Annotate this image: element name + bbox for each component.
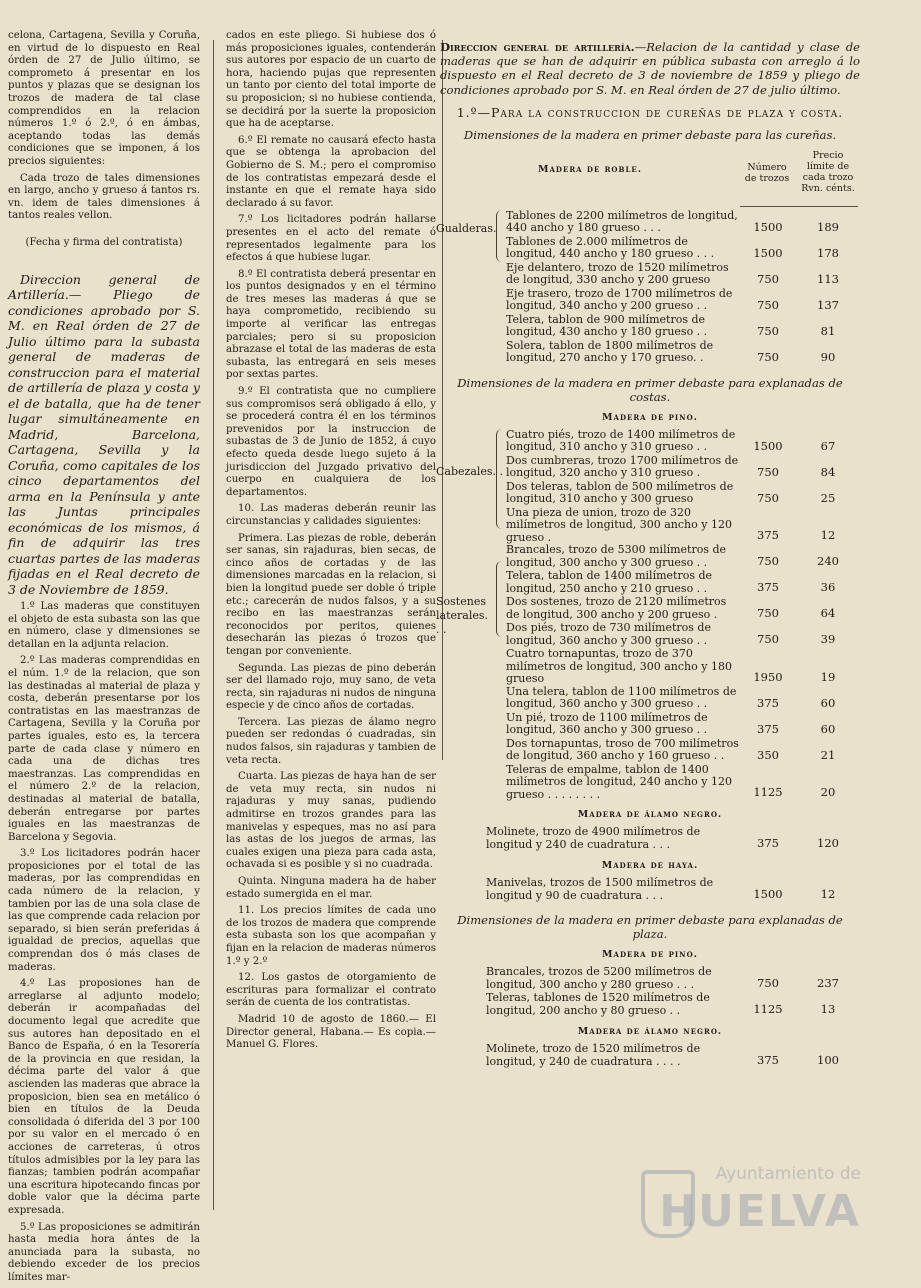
- row-description: Telera, tablon de 1400 milímetros de longitud, 250 ancho y 210 grueso . .: [506, 569, 713, 595]
- table-row: [440, 236, 860, 262]
- table-row: [440, 826, 860, 852]
- group-label: Cabezales. .: [436, 464, 504, 478]
- row-description: Dos tornapuntas, troso de 700 milímetros de longitud, 360 ancho y 160 grueso . .: [506, 736, 739, 763]
- table-row: [440, 622, 860, 648]
- row-number: 1125: [753, 785, 783, 800]
- row-price: 21: [820, 747, 836, 762]
- row-price: 84: [820, 464, 836, 479]
- paragraph: Primera. Las piezas de roble, deberán ser sanas, sin rajaduras, bien secas, de cinco años de cortadas y de las dimensiones marcadas en la relacion, si bien la longitud puede ser doble ó triple etc.; carecerán de nudos falsos, y a su recibo en las maestranzas serán reconocidos por peritos, quienes desecharán las piezas ó trozos que tengan por conveniente.: [226, 532, 436, 657]
- table-row: [440, 764, 860, 802]
- row-number: 375: [757, 528, 779, 543]
- paragraph: 7.º Los licitadores podrán hallarse presentes en el acto del remate ó representados legalmente para los efectos á que hubiese lugar.: [226, 214, 436, 264]
- row-number: 350: [757, 747, 779, 762]
- row-description: Molinete, trozo de 4900 milímetros de longitud y 240 de cuadratura . . .: [486, 825, 701, 851]
- relation-title-rest: —Relacion de la cantidad y clase de maderas que se han de adquirir en pública subasta con arreglo á lo dispuesto en el Real decreto de 3 de noviembre de 1859 y pliego de condiciones aprobado por S. M. en Real órden de 27 de julio último.: [440, 40, 861, 97]
- table-row: [440, 340, 860, 366]
- paragraph: 3.º Los licitadores podrán hacer proposiciones por el total de las maderas, por las comprendidas en cada número de la relacion, y tambien por las de una sola clase de las que comprende cada relacion por separado, si bien serán preferidas á igualdad de precios, aquellas que comprendan dos ó más clases de maderas.: [8, 848, 200, 973]
- row-price: 39: [820, 632, 836, 647]
- paragraph: 10. Las maderas deberán reunir las circunstancias y calidades siguientes:: [226, 503, 436, 527]
- row-description: Manivelas, trozos de 1500 milímetros de longitud y 90 de cuadratura . . .: [486, 876, 714, 902]
- paragraph: Cuarta. Las piezas de haya han de ser de veta muy recta, sin nudos ni rajaduras y muy sanas, pudiendo admitirse en trozos grandes para las manivelas y espeques, mas no así para las astas de los juegos de armas, las cuales exigen una pieza para cada asta, ochavada si es posible y si no cuadrada.: [226, 771, 436, 871]
- table-row: [440, 455, 860, 481]
- row-price: 90: [820, 349, 836, 364]
- conditions-heading: Direccion general de Artillería.— Pliego de condiciones aprobado por S. M. en Real órden de 27 de Julio último para la subasta general de maderas de construccion para el material de artillería de plaza y costa y el de batalla, que ha de tener lugar simultáneamente en Madrid, Barcelona, Cartagena, Sevilla y la Coruña, como capitales de los cinco departamentos del arma en la Península y ante las Juntas principales económicas de los mismos, á fin de adquirir las tres cuartas partes de las maderas fijadas en el Real decreto de 3 de Noviembre de 1859.: [8, 271, 200, 597]
- row-description: Molinete, trozo de 1520 milímetros de longitud, y 240 de cuadratura . . . .: [486, 1042, 701, 1068]
- middle-column: [226, 30, 436, 1056]
- table-row: [440, 992, 860, 1018]
- paragraph: 8.º El contratista deberá presentar en los puntos designados y en el término de tres meses las maderas á que se haya comprometido, recibiendo su importe al verificar las entregas parciales; pero si su proposicion abrazase el total de las maderas de esta subasta, las entregará en seis meses por sextas partes.: [226, 268, 436, 381]
- table-row: [440, 1043, 860, 1069]
- paragraph: 1.º Las maderas que constituyen el objeto de esta subasta son las que en número, clase y dimensiones se detallan en la adjunta relacion.: [8, 601, 200, 650]
- table-row: [440, 210, 860, 236]
- wood-type-heading: Madera de roble.: [537, 163, 643, 175]
- header-rule: [740, 206, 858, 207]
- table-header: [440, 150, 860, 210]
- row-number: 750: [757, 490, 779, 505]
- watermark-line: HUELVA: [659, 1186, 861, 1237]
- row-description: Dos teleras, tablon de 500 milímetros de longitud, 310 ancho y 300 grueso: [506, 479, 734, 506]
- row-price: 67: [820, 438, 836, 453]
- table-row: [440, 712, 860, 738]
- paragraph: 12. Los gastos de otorgamiento de escrituras para formalizar el contrato serán de cuenta de los contratistas.: [226, 972, 436, 1009]
- table-row: [440, 314, 860, 340]
- table-row: [440, 877, 860, 903]
- table-row: [440, 570, 860, 596]
- paragraph: Quinta. Ninguna madera ha de haber estado sumergida en el mar.: [226, 876, 436, 900]
- row-price: 100: [817, 1053, 839, 1068]
- row-description: Dos sostenes, trozo de 2120 milímetros de longitud, 300 ancho y 200 grueso .: [506, 595, 727, 621]
- left-column: [8, 30, 200, 1288]
- wood-type-heading: Madera de álamo negro.: [577, 809, 723, 821]
- row-price: 237: [817, 976, 839, 991]
- table-row: [440, 648, 860, 686]
- row-description: Eje trasero, trozo de 1700 milímetros de longitud, 340 ancho y 200 grueso . .: [506, 286, 733, 313]
- row-number: 750: [757, 323, 779, 338]
- row-number: 1125: [753, 1002, 783, 1017]
- paragraph: Segunda. Las piezas de pino deberán ser del llamado rojo, muy sano, de veta recta, sin rajaduras ni nudos de ninguna especie y de cinco años de cortadas.: [226, 662, 436, 712]
- wood-type-heading: Madera de álamo negro.: [577, 1026, 723, 1038]
- column-header-price: Precio límite de cada trozo Rvn. cénts.: [801, 149, 855, 194]
- row-description: Un pié, trozo de 1100 milímetros de longitud, 360 ancho y 300 grueso . .: [506, 710, 708, 737]
- row-price: 60: [820, 695, 836, 710]
- intro-paragraph: Cada trozo de tales dimensiones en largo, ancho y grueso á tantos rs. vn. idem de tales dimensiones á tantos reales vellon.: [8, 172, 200, 222]
- archive-watermark: [641, 1164, 861, 1244]
- row-price: 60: [820, 721, 836, 736]
- paragraph: 5.º Las proposiciones se admitirán hasta media hora ántes de la anunciada para la subasta, no debiendo exceder de los precios límites mar-: [8, 1221, 200, 1283]
- row-price: 64: [820, 606, 836, 621]
- row-price: 13: [820, 1002, 836, 1017]
- paragraph: 4.º Las proposiones han de arreglarse al adjunto modelo; deberán ir acompañadas del documento legal que acredite que sus autores han depositado en el Banco de España, ó en la Tesorería de la provincia en que residan, la décima parte del valor á que ascienden las maderas que abrace la proposicion, bien sea en metálico ó bien en títulos de la Deuda consolidada ó diferida del 3 por 100 por su valor en el mercado ó en acciones de carreteras, ú otros títulos admisibles por la ley para las fianzas; tambien podrán acompañar una escritura hipotecando fincas por doble valor que la décima parte expresada.: [8, 978, 200, 1216]
- table-row: [440, 262, 860, 288]
- row-price: 12: [820, 887, 836, 902]
- row-description: Brancales, trozo de 5300 milímetros de longitud, 300 ancho y 300 grueso . .: [506, 543, 727, 569]
- group-label: Gualderas.: [436, 221, 497, 235]
- table-row: [440, 481, 860, 507]
- right-column: [436, 40, 861, 1069]
- row-number: 1950: [753, 669, 783, 684]
- row-price: 19: [820, 669, 836, 684]
- table-group: [436, 427, 860, 802]
- row-description: Brancales, trozos de 5200 milímetros de longitud, 300 ancho y 280 grueso . . .: [486, 965, 712, 991]
- group-label: Sostenes laterales. . .: [436, 594, 488, 636]
- wood-type-heading: Madera de pino.: [602, 411, 698, 423]
- row-description: Teleras de empalme, tablon de 1400 milímetros de longitud, 240 ancho y 120 grueso . . . . . . . .: [506, 762, 732, 801]
- wood-type-heading: Madera de haya.: [601, 860, 699, 872]
- row-price: 20: [820, 785, 836, 800]
- table-row: [440, 686, 860, 712]
- paragraph: 6.º El remate no causará efecto hasta que se obtenga la aprobacion del Gobierno de S. M.; pero el compromiso de los contratistas empezará desde el instante en que el remate haya sido declarado á su favor.: [226, 134, 436, 209]
- row-number: 750: [757, 632, 779, 647]
- row-number: 375: [757, 721, 779, 736]
- row-description: Cuatro piés, trozo de 1400 milímetros de longitud, 310 ancho y 310 grueso . .: [506, 427, 736, 454]
- row-description: Tablones de 2.000 milímetros de longitud, 440 ancho y 180 grueso . . .: [506, 234, 715, 261]
- relation-title: [440, 40, 860, 97]
- intro-paragraph: celona, Cartagena, Sevilla y Coruña, en virtud de lo dispuesto en Real órden de 27 de Julio último, se comprometo á presentar en los puntos y plazas que se designan los trozos de madera de tal clase comprendidos en la relacion números 1.º ó 2.º, ó en ámbas, aceptando todas las demás condiciones que se imponen, á los precios siguientes:: [8, 30, 200, 167]
- row-price: 81: [820, 323, 836, 338]
- row-price: 113: [817, 271, 839, 286]
- paragraph: 11. Los precios límites de cada uno de los trozos de madera que comprende esta subasta son los que acompañan y fijan en la relacion de maderas números 1.º y 2.º: [226, 905, 436, 967]
- row-price: 178: [817, 245, 839, 260]
- row-number: 750: [757, 271, 779, 286]
- table-row: [440, 544, 860, 570]
- table-row: [440, 738, 860, 764]
- subsection-heading: Dimensiones de la madera en primer debaste para explanadas de costas.: [457, 375, 843, 404]
- subsection-heading: Dimensiones de la madera en primer debaste para las cureñas.: [463, 127, 837, 142]
- row-description: Teleras, tablones de 1520 milímetros de longitud, 200 ancho y 80 grueso . .: [486, 991, 710, 1017]
- table-row: [440, 288, 860, 314]
- wood-type-heading: Madera de pino.: [602, 949, 698, 961]
- row-number: 750: [757, 297, 779, 312]
- paragraph: 9.º El contratista que no cumpliere sus compromisos será obligado á ello, y se procederá contra él en los términos prevenidos por la instruccion de subastas de 3 de Junio de 1852, á cuyo efecto queda desde luego sujeto á la jurisdiccion del Juzgado privativo del cuerpo en cualquiera de los departamentos.: [226, 386, 436, 498]
- row-number: 375: [757, 1053, 779, 1068]
- row-price: 189: [817, 219, 839, 234]
- row-price: 36: [820, 580, 836, 595]
- paragraph: cados en este pliego. Si hubiese dos ó más proposiciones iguales, contenderán sus autores por espacio de un cuarto de hora, haciendo pujas que representen un tanto por ciento del total importe de su proposicion; si no hubiese contienda, se decidirá por la suerte la proposicion que ha de aceptarse.: [226, 30, 436, 130]
- row-number: 1500: [753, 219, 783, 234]
- column-header-number: Número de trozos: [744, 161, 790, 184]
- row-number: 750: [757, 976, 779, 991]
- column-divider: [213, 40, 214, 1210]
- row-number: 750: [757, 554, 779, 569]
- row-price: 240: [817, 554, 839, 569]
- table-row: [440, 429, 860, 455]
- row-price: 120: [817, 836, 839, 851]
- row-price: 137: [817, 297, 839, 312]
- row-description: Tablones de 2200 milímetros de longitud, 440 ancho y 180 grueso . . .: [506, 208, 738, 235]
- row-number: 1500: [753, 438, 783, 453]
- signature-line: (Fecha y firma del contratista): [25, 236, 183, 248]
- watermark-line: Ayuntamiento de: [715, 1164, 861, 1184]
- row-description: Telera, tablon de 900 milímetros de longitud, 430 ancho y 180 grueso . .: [506, 312, 708, 339]
- paragraph: 2.º Las maderas comprendidas en el núm. 1.º de la relacion, que son las destinadas al material de plaza y costa, deberán presentarse por los contratistas en las maestranzas de Cartagena, Sevilla y la Coruña por partes iguales, esto es, la tercera parte de cada clase y número en cada una de dichas tres maestranzas. Las comprendidas en el número 2.º de la relacion, destinadas al material de batalla, deberán entregarse por partes iguales en las maestranzas de Barcelona y Segovia.: [8, 655, 200, 843]
- row-number: 1500: [753, 245, 783, 260]
- row-description: Una pieza de union, trozo de 320 milímetros de longitud, 300 ancho y 120 grueso .: [506, 505, 732, 544]
- row-price: 12: [820, 528, 836, 543]
- table-group: [436, 208, 860, 366]
- row-number: 750: [757, 464, 779, 479]
- table-row: [440, 966, 860, 992]
- closing-signature: Madrid 10 de agosto de 1860.— El Director general, Habana.— Es copia.—Manuel G. Flores.: [226, 1013, 436, 1051]
- row-number: 750: [757, 606, 779, 621]
- row-number: 375: [757, 695, 779, 710]
- relation-title-caps: Direccion general de artillería.: [440, 40, 635, 54]
- row-price: 25: [820, 490, 836, 505]
- row-number: 375: [757, 580, 779, 595]
- row-description: Dos cumbreras, trozo 1700 milímetros de longitud, 320 ancho y 310 grueso .: [506, 453, 739, 480]
- row-description: Eje delantero, trozo de 1520 milímetros de longitud, 330 ancho y 200 grueso: [506, 260, 729, 287]
- table-row: [440, 596, 860, 622]
- row-description: Cuatro tornapuntas, trozo de 370 milímetros de longitud, 300 ancho y 180 grueso: [506, 647, 732, 686]
- section-heading: 1.º—Para la construccion de cureñas de plaza y costa.: [456, 104, 844, 120]
- row-description: Solera, tablon de 1800 milímetros de longitud, 270 ancho y 170 grueso. .: [506, 338, 714, 365]
- row-number: 750: [757, 349, 779, 364]
- table-row: [440, 507, 860, 545]
- row-number: 375: [757, 836, 779, 851]
- paragraph: Tercera. Las piezas de álamo negro pueden ser redondas ó cuadradas, sin nudos falsos, sin rajaduras y tambien de veta recta.: [226, 716, 436, 766]
- row-description: Dos piés, trozo de 730 milímetros de longitud, 360 ancho y 300 grueso . .: [506, 621, 711, 647]
- row-number: 1500: [753, 887, 783, 902]
- subsection-heading: Dimensiones de la madera en primer debaste para explanadas de plaza.: [457, 913, 843, 942]
- row-description: Una telera, tablon de 1100 milímetros de longitud, 360 ancho y 300 grueso . .: [506, 684, 737, 711]
